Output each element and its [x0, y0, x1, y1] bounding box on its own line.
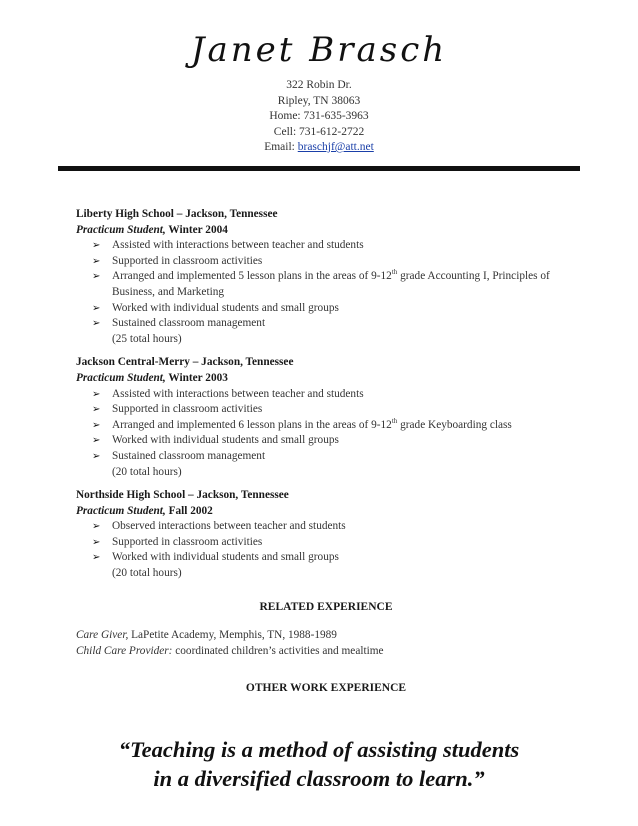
- arrow-bullet-icon: ➢: [92, 388, 101, 400]
- resume-body: [76, 207, 576, 697]
- role-term: Winter 2003: [165, 371, 228, 384]
- list-item: ➢ Arranged and implemented 5 lesson plans in the areas of 9-12th grade Accounting I, Principles of Business, and Marketing: [92, 268, 550, 298]
- arrow-bullet-icon: ➢: [92, 240, 101, 252]
- related-line-2: Child Care Provider: coordinated children’s activities and mealtime: [76, 644, 384, 657]
- total-hours: (20 total hours): [112, 465, 182, 478]
- role-line: [76, 504, 576, 520]
- email-label: Email:: [264, 141, 298, 153]
- arrow-bullet-icon: ➢: [92, 255, 101, 267]
- arrow-bullet-icon: ➢: [92, 271, 101, 283]
- school-name: Liberty High School – Jackson, Tennessee: [76, 208, 278, 220]
- duties-list: [76, 238, 576, 332]
- arrow-bullet-icon: ➢: [92, 302, 101, 314]
- role-line: [76, 223, 576, 239]
- arrow-bullet-icon: ➢: [92, 450, 101, 462]
- list-item: ➢ Sustained classroom management: [92, 316, 576, 332]
- email-link[interactable]: braschjf@att.net: [297, 141, 374, 153]
- role-title: Practicum Student,: [76, 223, 166, 236]
- teaching-quote: [0, 735, 638, 793]
- quote-line-1: “Teaching is a method of assisting students: [118, 737, 520, 762]
- experience-entry: [76, 355, 576, 480]
- list-item: ➢ Worked with individual students and small groups: [92, 433, 576, 449]
- list-item: ➢ Worked with individual students and small groups: [92, 301, 576, 317]
- list-item: ➢ Sustained classroom management: [92, 449, 576, 465]
- arrow-bullet-icon: ➢: [92, 435, 101, 447]
- experience-entry: [76, 207, 576, 347]
- list-item: ➢ Worked with individual students and small groups: [92, 550, 576, 566]
- contact-block: [200, 78, 438, 156]
- arrow-bullet-icon: ➢: [92, 552, 101, 564]
- role-line: [76, 371, 576, 387]
- list-item: ➢ Supported in classroom activities: [92, 535, 576, 551]
- role-title: Practicum Student,: [76, 504, 166, 517]
- cell-phone: Cell: 731-612-2722: [273, 125, 365, 138]
- email-line: [200, 140, 438, 156]
- arrow-bullet-icon: ➢: [92, 419, 101, 431]
- list-item: ➢ Supported in classroom activities: [92, 254, 576, 270]
- role-term: Winter 2004: [165, 223, 228, 236]
- list-item: ➢ Assisted with interactions between teacher and students: [92, 387, 576, 403]
- total-hours: (20 total hours): [112, 567, 182, 580]
- duties-list: [76, 387, 576, 465]
- school-name: Northside High School – Jackson, Tennessee: [76, 489, 289, 502]
- related-experience-heading: RELATED EXPERIENCE: [259, 600, 393, 613]
- role-title: Practicum Student,: [76, 371, 166, 384]
- related-title-1: Care Giver,: [76, 629, 129, 642]
- address-line-2: Ripley, TN 38063: [277, 94, 361, 107]
- arrow-bullet-icon: ➢: [92, 536, 101, 548]
- school-name: Jackson Central-Merry – Jackson, Tennessee: [76, 356, 294, 369]
- list-item: ➢ Assisted with interactions between teacher and students: [92, 238, 576, 254]
- list-item: ➢ Arranged and implemented 6 lesson plans in the areas of 9-12th grade Keyboarding class: [92, 418, 576, 434]
- arrow-bullet-icon: ➢: [92, 521, 101, 533]
- duties-list: [76, 519, 576, 566]
- resume-name: Janet Brasch: [190, 30, 448, 70]
- other-work-heading: OTHER WORK EXPERIENCE: [245, 682, 407, 695]
- experience-entries: [76, 207, 576, 582]
- quote-line-2: in a diversified classroom to learn.”: [153, 766, 485, 791]
- arrow-bullet-icon: ➢: [92, 318, 101, 330]
- header-divider: [58, 166, 580, 171]
- arrow-bullet-icon: ➢: [92, 404, 101, 416]
- address-line-1: 322 Robin Dr.: [286, 79, 352, 91]
- total-hours: (25 total hours): [112, 332, 182, 345]
- experience-entry: [76, 488, 576, 582]
- related-line-1: Care Giver, LaPetite Academy, Memphis, TN, 1988-1989: [76, 629, 337, 642]
- home-phone: Home: 731-635-3963: [269, 110, 369, 122]
- role-term: Fall 2002: [165, 504, 213, 517]
- related-title-2: Child Care Provider:: [76, 644, 173, 657]
- list-item: ➢ Supported in classroom activities: [92, 402, 576, 418]
- list-item: ➢ Observed interactions between teacher and students: [92, 519, 576, 535]
